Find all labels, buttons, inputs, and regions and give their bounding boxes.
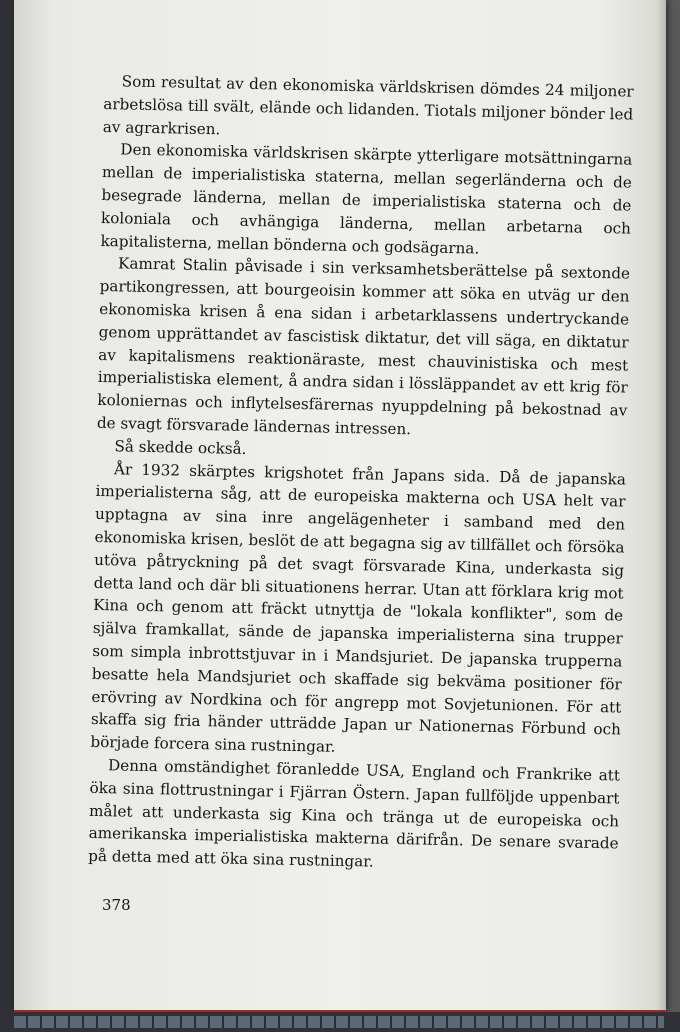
- paragraph-3: Kamrat Stalin påvisade i sin verksamhetsberättelse på sextonde partikongressen, att bourgeoisin kommer att söka en utväg ur den ekonomiska krisen å ena sidan i arbetarklassens undertryckande genom upprättandet av fascistisk diktatur, det vill säga, en diktatur av kapitalismens reaktionäraste, mest chauvinistiska och mest imperialistiska element, å andra sidan i lössläppandet av ett krig för koloniernas och inflytelsesfärernas nyuppdelning på bekostnad av de svagt försvarade ländernas intressen.: [96, 254, 631, 439]
- scan-ruler: [14, 1016, 664, 1028]
- page-edge: [656, 0, 666, 1012]
- paragraph-1: Som resultat av den ekonomiska världskrisen dömdes 24 miljoner arbetslösa till svält, elände och lidanden. Tiotals miljoner bönder led av agrarkrisen.: [102, 72, 634, 138]
- page-number: 378: [102, 896, 131, 914]
- body-text: [88, 70, 634, 878]
- paragraph-6: Denna omständighet föranledde USA, England och Frankrike att öka sina flottrustningar i Fjärran Östern. Japan fullföljde uppenbart målet att underkasta sig Kina och tränga ut de europeiska och amerikanska imperialistiska makterna därifrån. De senare svarade på detta med att öka sina rustningar.: [88, 756, 621, 871]
- paragraph-2: Den ekonomiska världskrisen skärpte ytterligare motsättningarna mellan de imperialistiska staterna, mellan segerländerna och de besegrade länderna, mellan de imperialistiska staterna och de koloniala och avhängiga länderna, mellan arbetarna och kapitalisterna, mellan bönderna och godsägarna.: [100, 140, 633, 258]
- book-page: [14, 0, 666, 1012]
- paragraph-5: År 1932 skärptes krigshotet från Japans sida. Då de japanska imperialisterna såg, att de europeiska makterna och USA helt var upptagna av sina inre angelägenheter i samband med den ekonomiska krisen, beslöt de att begagna sig av tillfället och försöka utöva påtryckning på det svagt försvarade Kina, underkasta sig detta land och där bli situationens herrar. Utan att förklara krig mot Kina och genom att fräckt utnyttja de "lokala konflikter", som de själva framkallat, sände de japanska imperialisterna sina trupper som simpla inbrottstjuvar in i Mandsjuriet. De japanska trupperna besatte hela Mandsjuriet och skaffade sig bekväma positioner för erövring av Nordkina och för angrepp mot Sovjetunionen. För att skaffa sig fria händer utträdde Japan ur Nationernas Förbund och började forcera sina rustningar.: [90, 459, 627, 756]
- paragraph-4: Så skedde också.: [114, 437, 247, 458]
